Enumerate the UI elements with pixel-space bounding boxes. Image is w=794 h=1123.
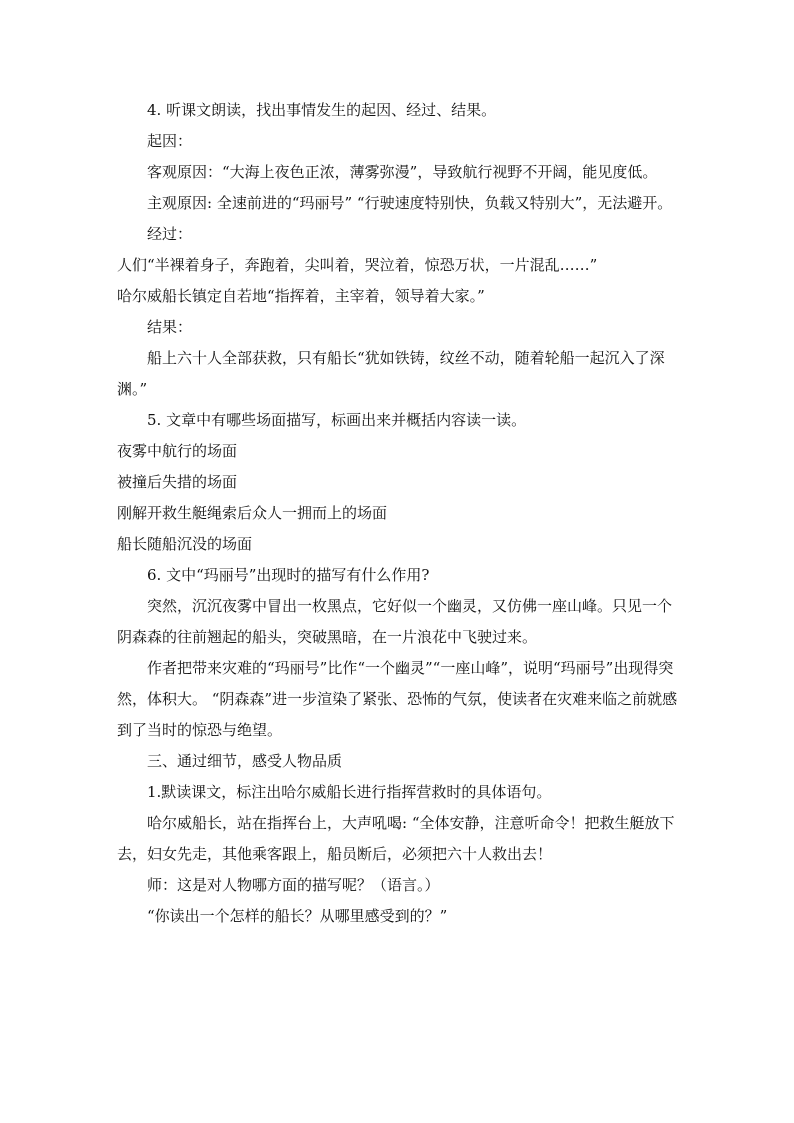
cause-heading: 起因： [147, 132, 193, 150]
document-body [117, 95, 683, 932]
question-5: 5. 文章中有哪些场面描写，标画出来并概括内容读一读。 [147, 411, 527, 429]
process-people: 人们“半裸着身子，奔跑着，尖叫着，哭泣着，惊恐万状，一片混乱……” [117, 256, 598, 274]
follow-up-question: “你读出一个怎样的船长？从哪里感受到的？” [147, 907, 448, 925]
scene-1: 夜雾中航行的场面 [117, 442, 238, 460]
process-heading: 经过： [147, 225, 193, 243]
scene-2: 被撞后失措的场面 [117, 473, 238, 491]
result-heading: 结果： [147, 318, 193, 336]
question-6: 6. 文中“玛丽号”出现时的描写有什么作用? [147, 566, 430, 584]
result-text: 船上六十人全部获救，只有船长“犹如铁铸，纹丝不动，随着轮船一起沉入了深渊。” [117, 349, 665, 398]
section-3-heading: 三、通过细节，感受人物品质 [147, 752, 343, 770]
teacher-question: 师：这是对人物哪方面的描写呢？（语言。） [147, 876, 440, 894]
quote-passage: 突然，沉沉夜雾中冒出一枚黑点，它好似一个幽灵，又仿佛一座山峰。只见一个阴森森的往前翘起的船头，突破黑暗，在一片浪花中飞驶过来。 [117, 597, 673, 646]
scene-3: 刚解开救生艇绳索后众人一拥而上的场面 [117, 504, 388, 522]
task-1: 1.默读课文，标注出哈尔威船长进行指挥营救时的具体语句。 [147, 783, 552, 801]
question-4: 4. 听课文朗读，找出事情发生的起因、经过、结果。 [147, 101, 497, 119]
analysis-passage: 作者把带来灾难的“玛丽号”比作“一个幽灵”“一座山峰”，说明“玛丽号”出现得突然，体积大。 “阴森森”进一步渲染了紧张、恐怖的气氛，使读者在灾难来临之前就感到了当时的惊恐与绝望。 [117, 659, 678, 739]
objective-cause: 客观原因：“大海上夜色正浓，薄雾弥漫”，导致航行视野不开阔，能见度低。 [147, 163, 658, 181]
scene-4: 船长随船沉没的场面 [117, 535, 253, 553]
subjective-cause: 主观原因: 全速前进的“玛丽号” “行驶速度特别快，负载又特别大”，无法避开。 [147, 194, 673, 212]
process-captain: 哈尔威船长镇定自若地“指挥着，主宰着，领导着大家。” [117, 287, 485, 305]
captain-quote: 哈尔威船长，站在指挥台上，大声吼喝: “全体安静，注意听命令！把救生艇放下去，妇女先走，其他乘客跟上，船员断后，必须把六十人救出去！ [117, 814, 675, 863]
